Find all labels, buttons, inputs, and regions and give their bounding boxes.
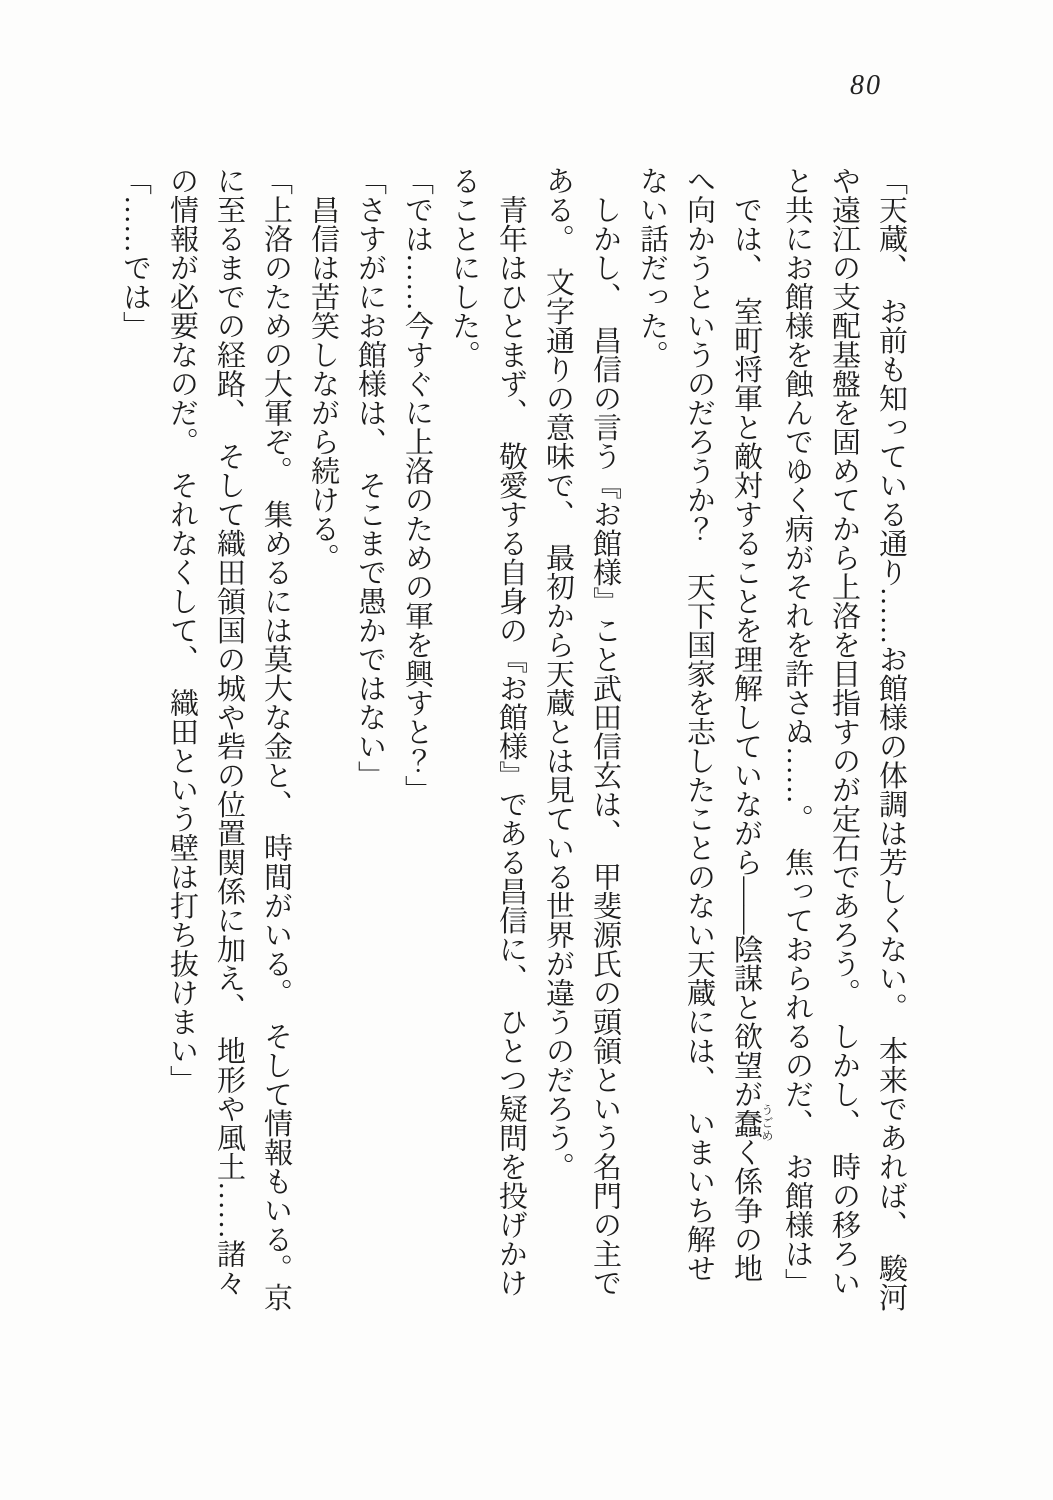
text-column-5: へ向かうというのだろうか？ 天下国家を志したことのない天蔵には、 いまいち解せ [683, 166, 715, 1283]
text-column-15: に至るまでの経路、 そして織田領国の城や砦の位置関係に加え、 地形や風土……諸々 [213, 166, 245, 1297]
text-column-6: ない話だった。 [636, 166, 668, 369]
text-column-13: 昌信は苦笑しながら続ける。 [307, 166, 339, 572]
text-column-12: 「さすがにお館様は、 そこまで愚かではない」 [354, 166, 386, 790]
text-column-3: と共にお館様を蝕んでゆく病がそれを許さぬ……。 焦っておられるのだ、 お館様は」 [781, 166, 813, 1297]
text-column-8: ある。 文字通りの意味で、 最初から天蔵とは見ている世界が違うのだろう。 [542, 166, 574, 1181]
ruby-text: うごめ [760, 1103, 774, 1143]
text-block [114, 166, 914, 1356]
text-column-16: の情報が必要なのだ。 それなくして、 織田という壁は打ち抜けまい」 [166, 166, 198, 1094]
text-column-7: しかし、 昌信の言う『お館様』こと武田信玄は、 甲斐源氏の頭領という名門の主で [589, 166, 621, 1297]
text-column-1: 「天蔵、 お前も知っている通り……お館様の体調は芳しくない。 本来であれば、 駿河 [875, 166, 907, 1312]
page-number: 80 [850, 70, 882, 101]
text-column-11: 「では……今すぐに上洛のための軍を興すと？」 [401, 166, 433, 804]
ruby-annotation [730, 1103, 774, 1143]
ruby-base: 蠢 [730, 1103, 762, 1143]
text-column-4 [722, 166, 773, 1356]
text-column-2: や遠江の支配基盤を固めてから上洛を目指すのが定石であろう。 しかし、 時の移ろい [828, 166, 860, 1297]
text-column-9: 青年はひとまず、 敬愛する自身の『お館様』である昌信に、 ひとつ疑問を投げかけ [495, 166, 527, 1297]
text-column-17: 「……では」 [119, 166, 151, 340]
text-column-14: 「上洛のための大軍ぞ。 集めるには莫大な金と、 時間がいる。 そして情報もいる。京 [260, 166, 292, 1312]
text-column-10: ることにした。 [448, 166, 480, 369]
text-segment-before-ruby: では、 室町将軍と敵対することを理解していながら――陰謀と欲望が [730, 166, 762, 1109]
text-segment-after-ruby: く係争の地 [730, 1137, 762, 1283]
